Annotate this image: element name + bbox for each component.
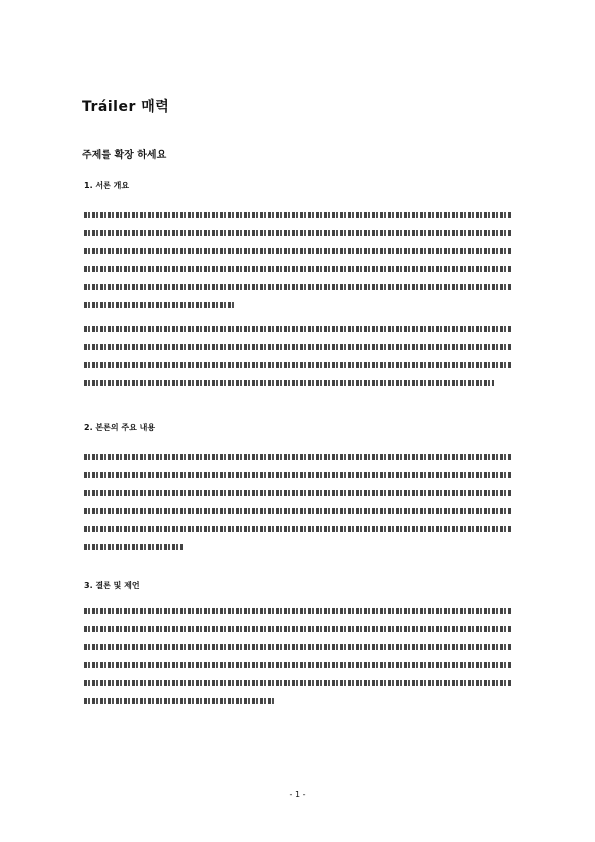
section-heading-3: 3. 결론 및 제언 [84,581,140,590]
section-1-paragraph-1 [84,206,512,314]
document-title: Tráiler 매력 [82,99,170,115]
section-2-paragraph-1 [84,448,512,556]
section-heading-1: 1. 서론 개요 [84,181,130,190]
page-number: - 1 - [289,790,306,799]
section-heading-2: 2. 본론의 주요 내용 [84,423,156,432]
section-3-paragraph-1 [84,602,512,710]
document-subtitle: 주제를 확장 하세요 [82,150,167,161]
section-1-paragraph-2 [84,320,512,392]
